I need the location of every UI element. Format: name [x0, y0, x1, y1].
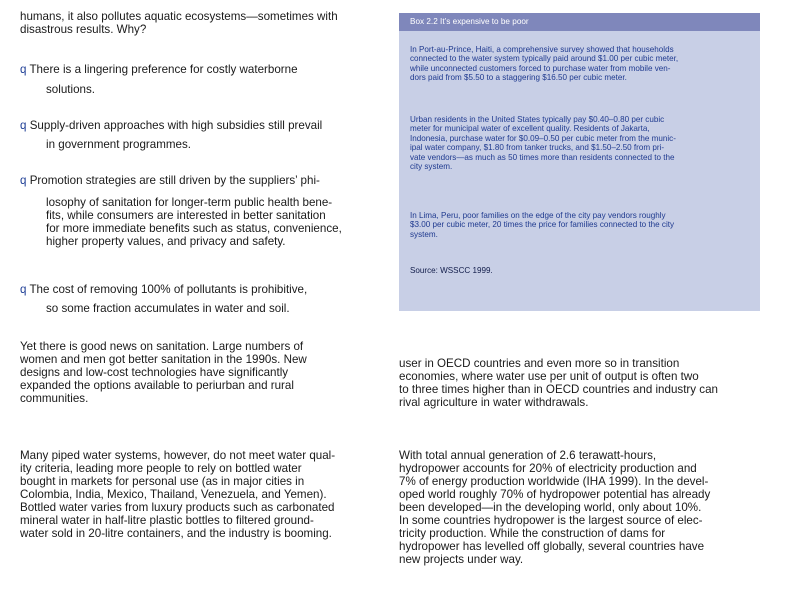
bullet-marker-icon: q — [20, 63, 27, 76]
box-paragraph-us-jakarta: Urban residents in the United States typically pay $0.40–0.80 per cubic meter for municipal water of excellent quality. Residents of Jakarta, Indonesia, purchase water for $0.09–0.50 per cubic meter from the munic- ipal water company, $1.80 from tanker trucks, and $1.50–2.50 from pri- vate vendors—as much as 50 times more than residents connected to the city system. — [410, 115, 676, 172]
bullet-1 — [20, 63, 298, 76]
bullet-2-first-line: Supply-driven approaches with high subsidies still prevail — [29, 119, 323, 132]
box-title-text: It’s expensive to be poor — [440, 17, 529, 26]
box-title — [410, 17, 529, 27]
bullet-marker-icon: q — [20, 174, 27, 187]
bullet-3-first-line: Promotion strategies are still driven by the suppliers’ phi- — [29, 174, 320, 187]
box-number: Box 2.2 — [410, 17, 438, 26]
bullet-4-first-line: The cost of removing 100% of pollutants is prohibitive, — [29, 283, 308, 296]
bullet-marker-icon: q — [20, 283, 27, 296]
bullet-4 — [20, 283, 307, 296]
good-news-paragraph: Yet there is good news on sanitation. Large numbers of women and men got better sanitation in the 1990s. New designs and low-cost technologies have significantly expanded the options available to periurban and rural communities. — [20, 340, 307, 405]
bullet-4-continuation: so some fraction accumulates in water and soil. — [46, 302, 290, 315]
intro-paragraph: humans, it also pollutes aquatic ecosystems—sometimes with disastrous results. Why? — [20, 10, 338, 36]
bullet-3-continuation: losophy of sanitation for longer-term public health bene- fits, while consumers are interested in better sanitation for more immediate benefits such as status, convenience, higher property values, and privacy and safety. — [46, 196, 342, 248]
bullet-2 — [20, 119, 322, 132]
box-paragraph-haiti: In Port-au-Prince, Haiti, a comprehensive survey showed that households connected to the water system typically paid around $1.00 per cubic meter, while unconnected customers forced to purchase water from mobile ven- dors paid from $5.50 to a staggering $16.50 per cubic meter. — [410, 45, 679, 83]
oecd-paragraph: user in OECD countries and even more so in transition economies, where water use per unit of output is often two to three times higher than in OECD countries and industry can rival agriculture in water withdrawals. — [399, 357, 718, 409]
bullet-1-first-line: There is a lingering preference for costly waterborne — [29, 63, 298, 76]
bullet-marker-icon: q — [20, 119, 27, 132]
bottled-water-paragraph: Many piped water systems, however, do not meet water qual- ity criteria, leading more people to rely on bottled water bought in markets for personal use (as in major cities in Colombia, India, Mexico, Thailand, Venezuela, and Yemen). Bottled water varies from luxury products such as carbonated mineral water in half-litre plastic bottles to filtered ground- water sold in 20-litre containers, and the industry is booming. — [20, 449, 336, 540]
bullet-1-continuation: solutions. — [46, 83, 95, 96]
hydropower-paragraph: With total annual generation of 2.6 terawatt-hours, hydropower accounts for 20% of electricity production and 7% of energy production worldwide (IHA 1999). In the devel- oped world roughly 70% of hydropower potential has already been developed—in the developing world, only about 10%. In some countries hydropower is the largest source of elec- tricity production. While the construction of dams for hydropower has levelled off globally, several countries have new projects under way. — [399, 449, 711, 566]
box-2-2 — [399, 13, 760, 311]
box-header — [399, 13, 760, 31]
box-source: Source: WSSCC 1999. — [410, 266, 493, 275]
box-paragraph-lima: In Lima, Peru, poor families on the edge of the city pay vendors roughly $3.00 per cubic meter, 20 times the price for families connected to the city system. — [410, 211, 675, 239]
bullet-3 — [20, 174, 320, 187]
bullet-2-continuation: in government programmes. — [46, 138, 191, 151]
